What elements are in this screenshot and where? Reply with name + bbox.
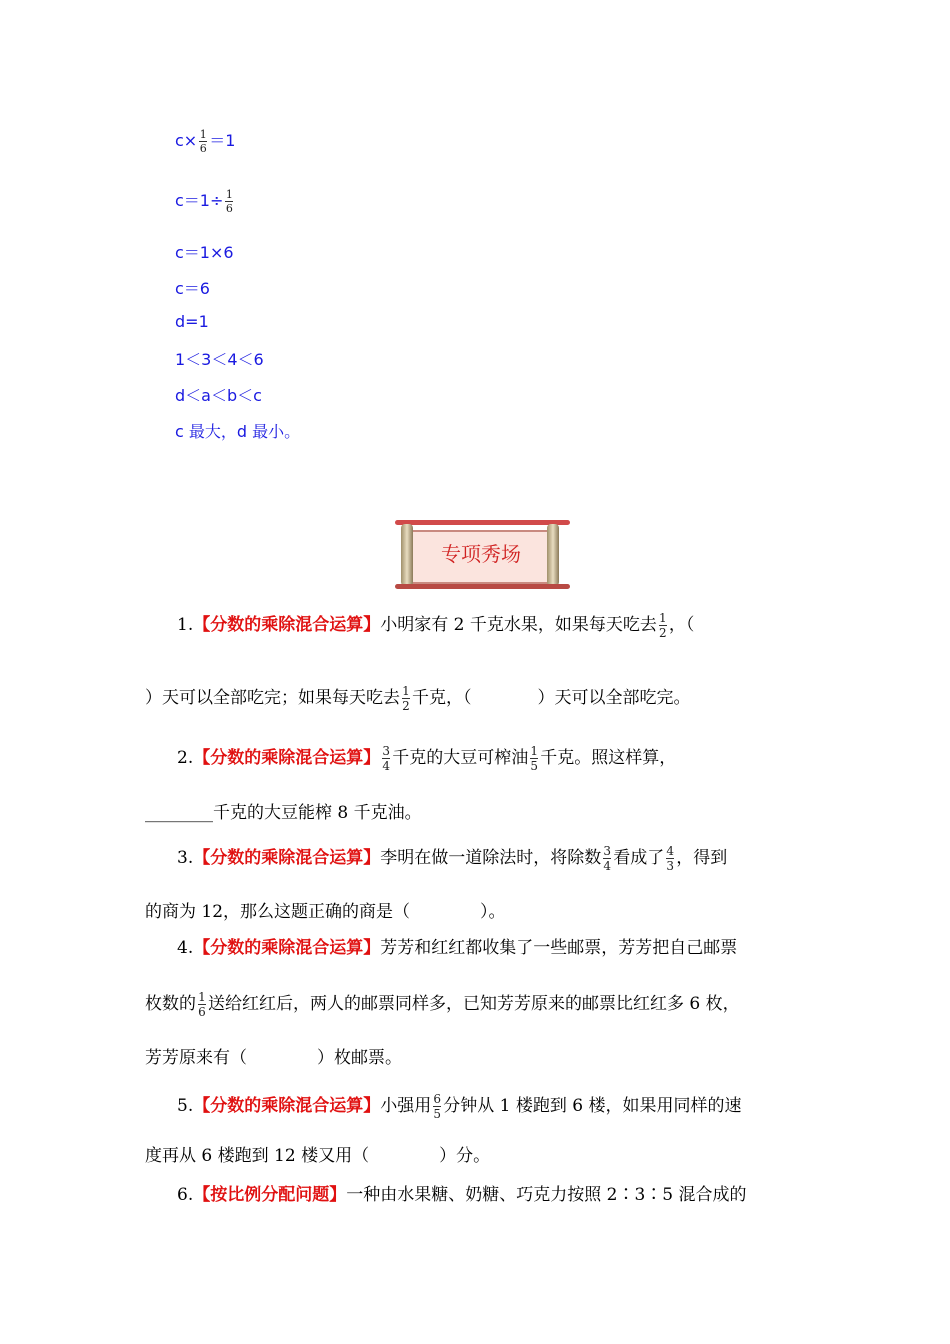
denominator: 4 xyxy=(382,759,391,773)
fraction xyxy=(198,990,206,1019)
text: ）天可以全部吃完。 xyxy=(537,688,691,708)
question-2-line-2: ________千克的大豆能榨 8 千克油。 xyxy=(145,803,422,823)
denominator: 3 xyxy=(666,859,675,873)
text: 芳芳和红红都收集了一些邮票，芳芳把自己邮票 xyxy=(380,938,738,958)
numerator: 1 xyxy=(199,128,207,141)
numerator: 1 xyxy=(530,744,539,758)
banner-rod-top xyxy=(395,520,570,525)
fraction xyxy=(659,611,667,640)
text: 小明家有 2 千克水果，如果每天吃去 xyxy=(380,615,657,635)
q-number: 3. xyxy=(177,848,194,868)
text: ）分。 xyxy=(439,1146,491,1166)
denominator: 2 xyxy=(659,626,667,640)
fraction xyxy=(530,744,538,773)
text: 看成了 xyxy=(613,848,665,868)
question-5-line-1 xyxy=(177,1091,741,1121)
fraction xyxy=(603,844,611,873)
text: ，得到 xyxy=(676,848,728,868)
topic-tag: 【分数的乘除混合运算】 xyxy=(193,938,381,958)
text: 李明在做一道除法时，将除数 xyxy=(380,848,602,868)
topic-tag: 【分数的乘除混合运算】 xyxy=(193,848,381,868)
denominator: 6 xyxy=(199,142,207,155)
q-number: 6. xyxy=(177,1185,194,1205)
fraction xyxy=(382,744,390,773)
text: 送给红红后，两人的邮票同样多，已知芳芳原来的邮票比红红多 6 枚， xyxy=(208,994,740,1014)
solution-line-6: 1＜3＜4＜6 xyxy=(175,350,264,369)
solution-line-2 xyxy=(175,188,235,215)
solution-line-4: c＝6 xyxy=(175,279,210,298)
text: 千克。照这样算， xyxy=(540,748,677,768)
section-banner xyxy=(395,520,570,590)
banner-rod-bottom xyxy=(395,584,570,589)
question-3-line-1 xyxy=(177,843,727,873)
solution-line-3: c＝1×6 xyxy=(175,243,234,262)
text: ＝1 xyxy=(209,131,236,150)
text: 千克的大豆可榨油 xyxy=(392,748,529,768)
denominator: 6 xyxy=(225,202,233,215)
topic-tag: 【分数的乘除混合运算】 xyxy=(193,615,381,635)
text: 分钟从 1 楼跑到 6 楼，如果用同样的速 xyxy=(443,1096,742,1116)
topic-tag: 【分数的乘除混合运算】 xyxy=(193,1096,381,1116)
solution-line-1 xyxy=(175,128,235,155)
numerator: 3 xyxy=(382,744,391,758)
text: ）枚邮票。 xyxy=(317,1048,402,1068)
fraction xyxy=(433,1092,441,1121)
solution-line-8: c 最大，d 最小。 xyxy=(175,422,301,441)
text: ）。 xyxy=(480,902,506,922)
q-number: 1. xyxy=(177,615,194,635)
q-number: 4. xyxy=(177,938,194,958)
fraction xyxy=(199,128,207,155)
text: 一种由水果糖、奶糖、巧克力按照 2∶3∶5 混合成的 xyxy=(346,1185,747,1205)
question-2-line-1 xyxy=(177,743,676,773)
topic-tag: 【分数的乘除混合运算】 xyxy=(193,748,381,768)
question-1-line-1 xyxy=(177,610,694,640)
denominator: 6 xyxy=(198,1005,206,1019)
solution-line-7: d＜a＜b＜c xyxy=(175,386,262,405)
denominator: 5 xyxy=(530,759,539,773)
numerator: 1 xyxy=(198,990,206,1004)
denominator: 4 xyxy=(603,859,612,873)
denominator: 2 xyxy=(402,699,410,713)
fraction xyxy=(402,684,410,713)
text: 芳芳原来有（ xyxy=(145,1048,247,1068)
text: 小强用 xyxy=(380,1096,432,1116)
text: 枚数的 xyxy=(145,994,196,1014)
q-number: 2. xyxy=(177,748,194,768)
numerator: 1 xyxy=(659,611,667,625)
fraction xyxy=(225,188,233,215)
numerator: 3 xyxy=(603,844,612,858)
numerator: 1 xyxy=(225,188,233,201)
text: c＝1÷ xyxy=(175,191,224,210)
text: ，（ xyxy=(668,615,695,635)
numerator: 6 xyxy=(433,1092,442,1106)
question-4-line-3 xyxy=(145,1043,402,1068)
text: 度再从 6 楼跑到 12 楼又用（ xyxy=(145,1146,370,1166)
text: ）天可以全部吃完；如果每天吃去 xyxy=(145,688,400,708)
text: 千克，（ xyxy=(412,688,472,708)
question-4-line-1 xyxy=(177,933,737,958)
numerator: 4 xyxy=(666,844,675,858)
question-3-line-2 xyxy=(145,897,506,922)
topic-tag: 【按比例分配问题】 xyxy=(193,1185,347,1205)
numerator: 1 xyxy=(402,684,410,698)
fraction xyxy=(666,844,674,873)
denominator: 5 xyxy=(433,1107,442,1121)
text: 的商为 12，那么这题正确的商是（ xyxy=(145,902,411,922)
text: c× xyxy=(175,131,198,150)
solution-line-5: d=1 xyxy=(175,312,209,331)
question-4-line-2 xyxy=(145,989,740,1019)
banner-title: 专项秀场 xyxy=(441,542,521,566)
question-1-line-2 xyxy=(145,683,691,713)
question-6-line-1 xyxy=(177,1180,747,1205)
question-5-line-2 xyxy=(145,1141,490,1166)
q-number: 5. xyxy=(177,1096,194,1116)
